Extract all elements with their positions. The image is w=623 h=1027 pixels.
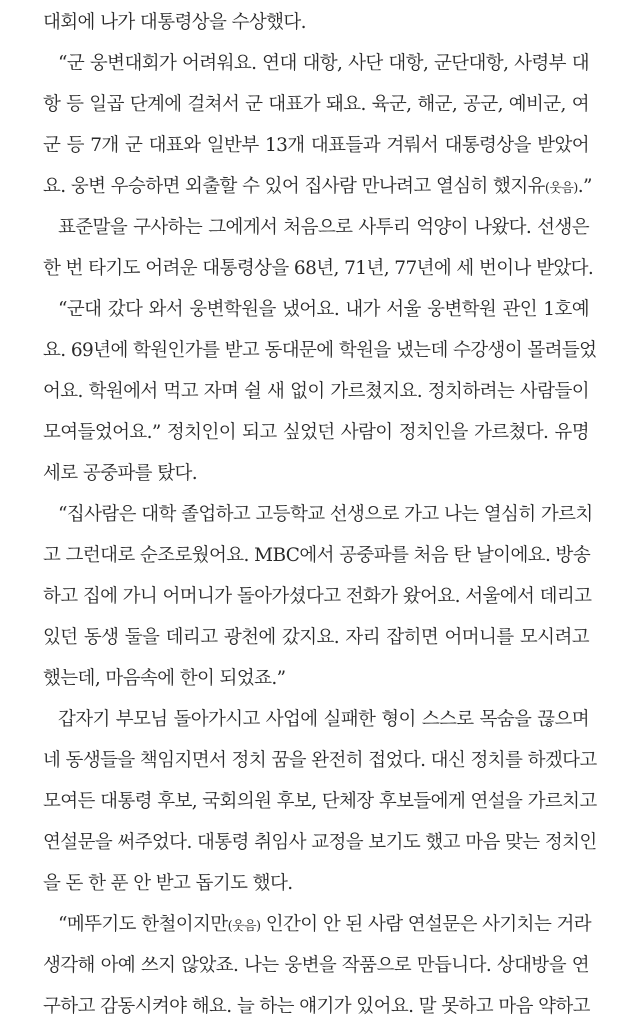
text-line: 모여들었어요.” 정치인이 되고 싶었던 사람이 정치인을 가르쳤다. 유명	[43, 422, 589, 443]
text-line: “군 웅변대회가 어려워요. 연대 대항, 사단 대항, 군단대항, 사령부 대	[58, 53, 589, 74]
text-line: 고 그런대로 순조로웠어요. MBC에서 공중파를 처음 탄 날이에요. 방송	[43, 545, 591, 566]
text-line: 표준말을 구사하는 그에게서 처음으로 사투리 억양이 나왔다. 선생은	[58, 217, 589, 238]
text-line: 요. 웅변 우승하면 외출할 수 있어 집사람 만나려고 열심히 했지유(웃음).”	[43, 176, 592, 197]
paragraph	[43, 494, 593, 699]
text-line: 세로 공중파를 탔다.	[43, 463, 198, 484]
text-line: 을 돈 한 푼 안 받고 돕기도 했다.	[43, 873, 293, 894]
text-line: 대회에 나가 대통령상을 수상했다.	[43, 12, 306, 33]
text-line: 항 등 일곱 단계에 걸쳐서 군 대표가 돼요. 육군, 해군, 공군, 예비군, 여	[43, 94, 589, 115]
paragraph	[43, 43, 592, 207]
text-line: 군 등 7개 군 대표와 일반부 13개 대표들과 겨뤄서 대통령상을 받았어	[43, 135, 589, 156]
text-line: 생각해 아예 쓰지 않았죠. 나는 웅변을 작품으로 만듭니다. 상대방을 연	[43, 955, 589, 976]
paragraph	[43, 904, 592, 1027]
text-line: “메뚜기도 한철이지만(웃음) 인간이 안 된 사람 연설문은 사기치는 거라	[58, 914, 592, 935]
text-line: 갑자기 부모님 돌아가시고 사업에 실패한 형이 스스로 목숨을 끊으며	[58, 709, 589, 730]
paragraph	[43, 2, 589, 43]
text-line: 연설문을 써주었다. 대통령 취임사 교정을 보기도 했고 마음 맞는 정치인	[43, 832, 597, 853]
text-line: 하고 집에 가니 어머니가 돌아가셨다고 전화가 왔어요. 서울에서 데리고	[43, 586, 592, 607]
text-line: 모여든 대통령 후보, 국회의원 후보, 단체장 후보들에게 연설을 가르치고	[43, 791, 597, 812]
text-line: 한 번 타기도 어려운 대통령상을 68년, 71년, 77년에 세 번이나 받았다.	[43, 258, 594, 279]
text-line: 요. 69년에 학원인가를 받고 동대문에 학원을 냈는데 수강생이 몰려들었	[43, 340, 597, 361]
paragraph	[43, 699, 597, 904]
text-line: “군대 갔다 와서 웅변학원을 냈어요. 내가 서울 웅변학원 관인 1호예	[58, 299, 589, 320]
text-line: 구하고 감동시켜야 해요. 늘 하는 얘기가 있어요. 말 못하고 마음 약하고	[43, 996, 590, 1017]
text-line: 있던 동생 둘을 데리고 광천에 갔지요. 자리 잡히면 어머니를 모시려고	[43, 627, 589, 648]
document-body	[43, 2, 597, 1027]
paragraph	[43, 289, 597, 494]
text-line: 어요. 학원에서 먹고 자며 쉴 새 없이 가르쳤지요. 정치하려는 사람들이	[43, 381, 589, 402]
text-line: 했는데, 마음속에 한이 되었죠.”	[43, 668, 286, 689]
paragraph	[43, 207, 594, 289]
text-line: 네 동생들을 책임지면서 정치 꿈을 완전히 접었다. 대신 정치를 하겠다고	[43, 750, 597, 771]
text-line: “집사람은 대학 졸업하고 고등학교 선생으로 가고 나는 열심히 가르치	[58, 504, 593, 525]
